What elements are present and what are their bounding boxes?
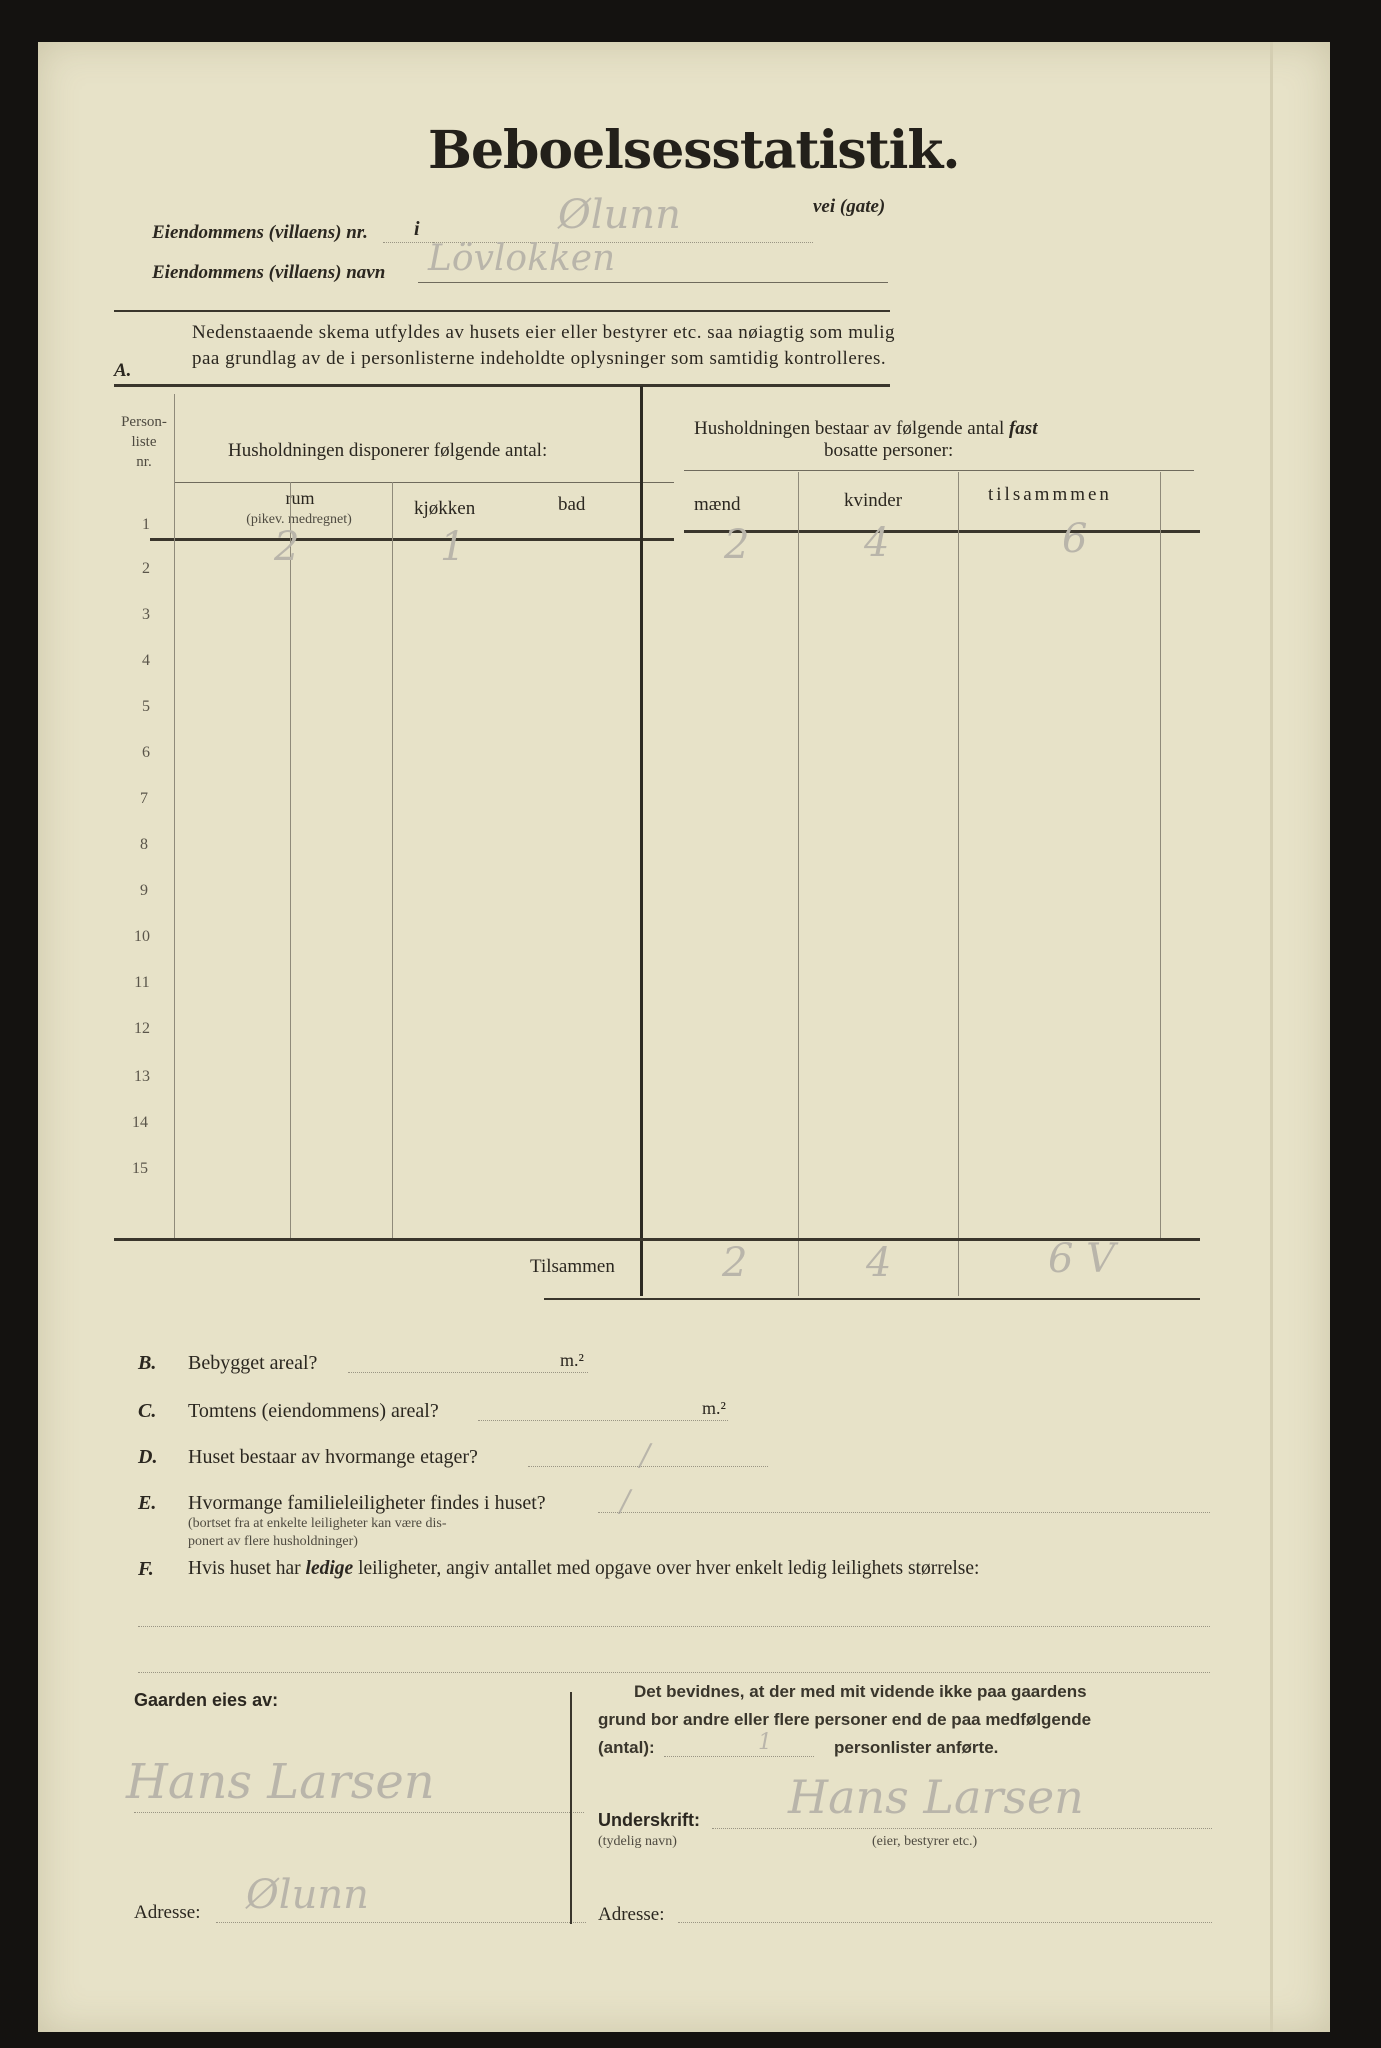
col-rum: rum bbox=[285, 488, 315, 508]
row-number: 1 bbox=[142, 516, 150, 533]
question-c-letter: C. bbox=[138, 1400, 157, 1422]
census-form-page bbox=[38, 42, 1330, 2032]
row1-tilsammen: 6 bbox=[1062, 516, 1088, 562]
certify-antal-label: (antal): bbox=[598, 1738, 655, 1757]
question-d-answer: / bbox=[640, 1438, 651, 1473]
signature-value: Hans Larsen bbox=[788, 1770, 1084, 1824]
question-e-letter: E. bbox=[138, 1492, 157, 1514]
row1-rum: 2 bbox=[274, 524, 300, 570]
section-a-letter: A. bbox=[114, 360, 132, 381]
row-number: 6 bbox=[142, 744, 150, 761]
row-number: 12 bbox=[134, 1020, 150, 1037]
col-rum-sub: (pikev. medregnet) bbox=[246, 512, 352, 527]
section-a-instruction-2: paa grundlag av de i personlisterne indeholdte oplysninger som samtidig kontrolleres. bbox=[192, 348, 887, 369]
question-f-text: Hvis huset har ledige leiligheter, angiv antallet med opgave over hver enkelt ledig leilighets størrelse: bbox=[188, 1558, 980, 1579]
row-number: 9 bbox=[140, 882, 148, 899]
street-value: Ølunn bbox=[558, 192, 681, 238]
row1-kjokken: 1 bbox=[440, 524, 466, 570]
question-b-unit: m.² bbox=[560, 1350, 584, 1370]
property-nr-label: Eiendommens (villaens) nr. bbox=[152, 222, 368, 243]
property-name-value: Lövlokken bbox=[428, 238, 616, 279]
row-number: 5 bbox=[142, 698, 150, 715]
address-label-left: Adresse: bbox=[134, 1902, 201, 1923]
col-kvinder: kvinder bbox=[844, 490, 903, 511]
section-a-instruction-1: Nedenstaaende skema utfyldes av husets eier eller bestyrer etc. saa nøiagtig som mulig bbox=[192, 322, 896, 343]
signature-label: Underskrift: bbox=[598, 1810, 701, 1830]
signature-sub: (tydelig navn) bbox=[598, 1834, 677, 1849]
group-right-header-2: bosatte personer: bbox=[824, 440, 954, 461]
total-kvinder: 4 bbox=[866, 1240, 892, 1286]
role-label: (eier, bestyrer etc.) bbox=[872, 1834, 978, 1849]
row-number: 3 bbox=[142, 606, 150, 623]
property-name-label: Eiendommens (villaens) navn bbox=[152, 262, 386, 283]
row-number: 11 bbox=[134, 974, 150, 991]
group-right-header-1: Husholdningen bestaar av følgende antal fast bbox=[694, 418, 1038, 439]
total-maend: 2 bbox=[722, 1240, 748, 1286]
question-e-note-1: (bortset fra at enkelte leiligheter kan være dis- bbox=[188, 1516, 447, 1531]
street-label: vei (gate) bbox=[813, 196, 886, 217]
total-label: Tilsammen bbox=[530, 1256, 615, 1277]
ledige-emphasis: ledige bbox=[305, 1558, 354, 1579]
col-bad: bad bbox=[558, 494, 586, 515]
group-left-header: Husholdningen disponerer følgende antal: bbox=[228, 440, 548, 461]
row-number: 15 bbox=[132, 1160, 148, 1177]
question-b-text: Bebygget areal? bbox=[188, 1352, 318, 1374]
col-personliste: Person- liste nr. bbox=[121, 414, 167, 470]
address-label-right: Adresse: bbox=[598, 1904, 665, 1925]
col-tilsammen: tilsammmen bbox=[988, 484, 1112, 505]
row-number: 4 bbox=[142, 652, 150, 669]
row-number: 14 bbox=[132, 1114, 148, 1131]
question-f-letter: F. bbox=[138, 1558, 154, 1580]
question-e-note-2: ponert av flere husholdninger) bbox=[188, 1534, 358, 1549]
row1-kvinder: 4 bbox=[864, 520, 890, 566]
in-label: i bbox=[414, 218, 420, 240]
question-e-text: Hvormange familieleiligheter findes i huset? bbox=[188, 1492, 546, 1514]
col-maend: mænd bbox=[694, 494, 741, 515]
total-tilsammen: 6 V bbox=[1048, 1236, 1116, 1282]
question-c-unit: m.² bbox=[702, 1398, 726, 1418]
row-number: 7 bbox=[140, 790, 148, 807]
fast-emphasis: fast bbox=[1008, 418, 1038, 439]
question-d-text: Huset bestaar av hvormange etager? bbox=[188, 1446, 478, 1468]
question-b-letter: B. bbox=[138, 1352, 157, 1374]
address-value-left: Ølunn bbox=[246, 1872, 369, 1918]
page-title: Beboelsesstatistik. bbox=[428, 120, 960, 181]
certify-line-3: personlister anførte. bbox=[834, 1738, 999, 1757]
col-kjokken: kjøkken bbox=[414, 498, 476, 519]
owner-signature: Hans Larsen bbox=[126, 1754, 435, 1810]
row1-maend: 2 bbox=[724, 522, 750, 568]
question-d-letter: D. bbox=[138, 1446, 158, 1468]
certify-line-1: Det bevidnes, at der med mit vidende ikke paa gaardens bbox=[634, 1682, 1087, 1701]
row-number: 8 bbox=[140, 836, 148, 853]
row-number: 2 bbox=[142, 560, 150, 577]
certify-line-2: grund bor andre eller flere personer end de paa medfølgende bbox=[598, 1710, 1092, 1729]
question-e-answer: / bbox=[620, 1484, 631, 1519]
question-c-text: Tomtens (eiendommens) areal? bbox=[188, 1400, 439, 1422]
row-number: 13 bbox=[134, 1068, 150, 1085]
certify-antal-value: 1 bbox=[758, 1730, 772, 1755]
owned-by-label: Gaarden eies av: bbox=[134, 1690, 279, 1710]
page-fold bbox=[1270, 42, 1273, 2032]
row-number: 10 bbox=[134, 928, 150, 945]
